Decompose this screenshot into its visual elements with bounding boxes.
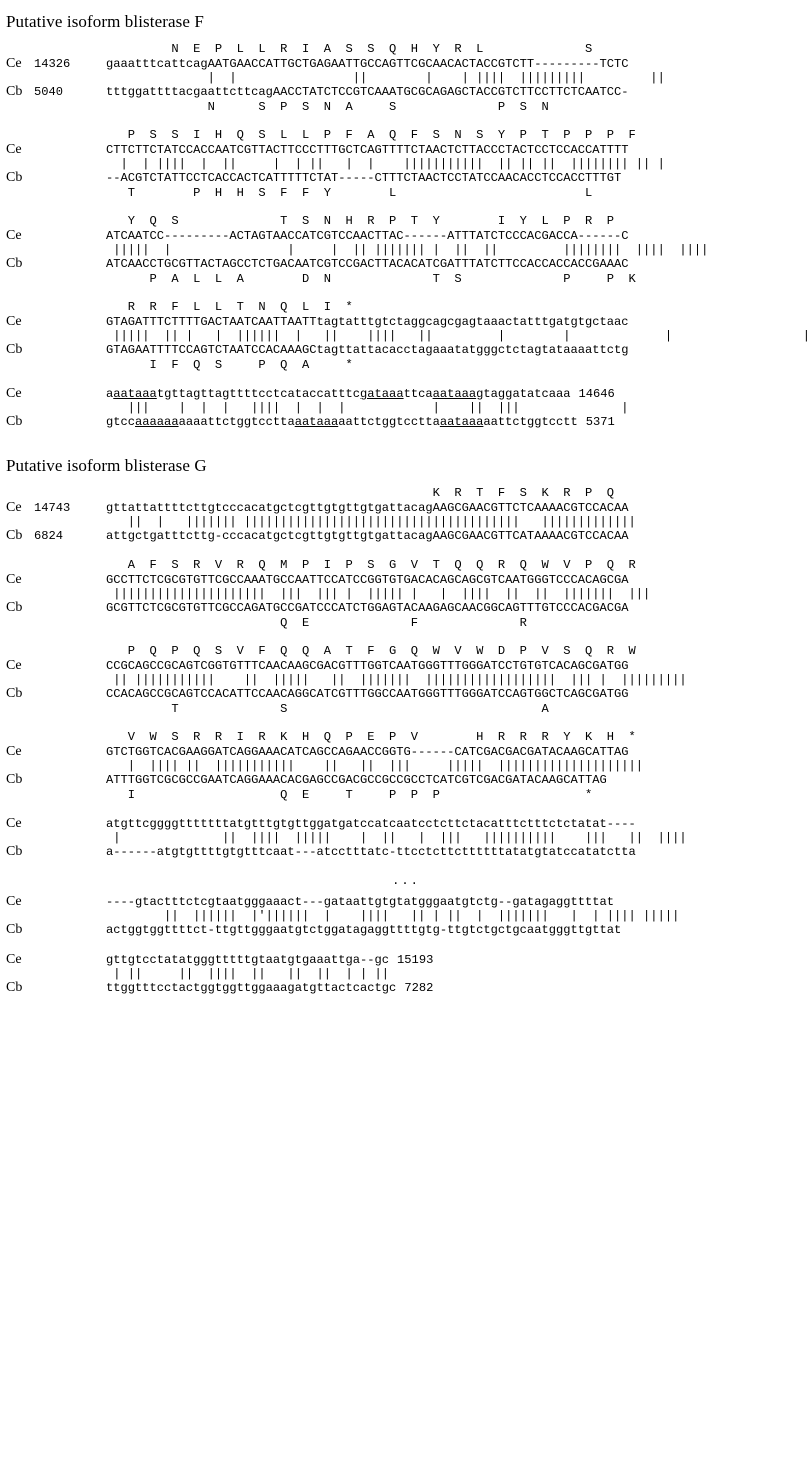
match-bars: ||| | | | |||| | | | | || ||| |: [106, 401, 629, 415]
species-label-cb: Cb: [6, 772, 23, 787]
species-label-ce: Ce: [6, 56, 22, 71]
seq-seg: gtcc: [106, 415, 136, 429]
sequence-row-cb: [0, 686, 812, 702]
sequence-row-cb: [0, 772, 812, 788]
nucleotide-sequence-cb: --ACGTCTATTCCTCACCACTCATTTTTCTAT-----CTTTCTAACTCCTATCCAACACCTCCACCTTTGT: [106, 171, 622, 185]
nucleotide-sequence-ce: gttgtcctatatgggtttttgtaatgtgaaattga--gc: [106, 953, 390, 967]
species-label-ce: Ce: [6, 500, 22, 515]
species-label-ce: Ce: [6, 314, 22, 329]
sequence-row-ce: [0, 500, 812, 516]
polya-signal: aataaa: [294, 415, 339, 429]
alignment-block-g-tail1: [0, 816, 812, 860]
alignment-block-g2: [0, 558, 812, 630]
match-bars: | |||| || ||||||||||| || || ||| ||||| ||||||||||||||||||||: [106, 759, 644, 773]
species-label-cb: Cb: [6, 342, 23, 357]
match-bars: | | || | | |||| ||||||||| ||: [106, 71, 665, 85]
nucleotide-sequence-ce: gaaatttcattcagAATGAACCATTGCTGAGAATTGCCAGTTCGCAACACTACCGTCTT---------TCTC: [106, 57, 629, 71]
aa-sequence-bottom: Q E F R: [106, 616, 527, 630]
species-label-cb: Cb: [6, 922, 23, 937]
species-label-cb: Cb: [6, 980, 23, 995]
sequence-row-cb: [0, 922, 812, 938]
sequence-row-ce: [0, 314, 812, 330]
coord-start-cb: 5040: [34, 85, 64, 99]
aa-sequence-bottom: I Q E T P P P *: [106, 788, 593, 802]
sequence-gap-ellipsis: ...: [392, 874, 420, 888]
seq-seg: aaaattctggtcctta: [178, 415, 295, 429]
coord-start-cb: 6824: [34, 529, 64, 543]
polya-signal: aataaa: [439, 415, 484, 429]
coord-end-ce: 14646: [578, 387, 615, 401]
alignment-block-g4: [0, 730, 812, 802]
aa-sequence-top: R R F L L T N Q L I *: [106, 300, 353, 314]
nucleotide-sequence-ce: GCCTTCTCGCGTGTTCGCCAAATGCCAATTCCATCCGGTGTGACACAGCAGCGTCAATGGGTCCCACAGCGA: [106, 573, 629, 587]
match-bars: || ||||||||||| || ||||| || ||||||| |||||||||||||||||| ||| | |||||||||: [106, 673, 687, 687]
sequence-row-cb: [0, 980, 812, 996]
polya-signal: aataaa: [432, 387, 477, 401]
alignment-block-f-tail: [0, 386, 812, 430]
coord-end-ce: 15193: [397, 953, 434, 967]
alignment-block-f4: [0, 300, 812, 372]
seq-seg: a: [106, 387, 114, 401]
alignment-block-g1: [0, 486, 812, 544]
seq-seg: aattctggtcctt: [483, 415, 578, 429]
coord-end-cb: 7282: [404, 981, 434, 995]
species-label-cb: Cb: [6, 528, 23, 543]
alignment-block-f3: [0, 214, 812, 286]
aa-sequence-bottom: T S A: [106, 702, 549, 716]
match-bars: || | ||||||| |||||||||||||||||||||||||||||||||||||| |||||||||||||: [106, 515, 636, 529]
nucleotide-sequence-cb: attgctgatttcttg-cccacatgctcgttgtgttgtgattacagAAGCGAACGTTCATAAAACGTCCACAA: [106, 529, 629, 543]
aa-sequence-top: V W S R R I R K H Q P E P V H R R R Y K H *: [106, 730, 636, 744]
sequence-row-ce: [0, 952, 812, 968]
polya-signal: aataaa: [113, 387, 157, 401]
nucleotide-sequence-ce: atgttcggggtttttttatgtttgtgttggatgatccatcaatcctcttctacatttctttctctatat----: [106, 817, 636, 831]
sequence-row-cb: [0, 844, 812, 860]
nucleotide-sequence-ce: gttattattttcttgtcccacatgctcgttgtgttgtgattacagAAGCGAACGTTCTCAAAACGTCCACAA: [106, 501, 629, 515]
species-label-ce: Ce: [6, 572, 22, 587]
match-bars: ||||| | | | || ||||||| | || || |||||||| |||| ||||: [106, 243, 709, 257]
species-label-ce: Ce: [6, 744, 22, 759]
sequence-row-ce: [0, 386, 812, 402]
nucleotide-sequence-ce: CCGCAGCCGCAGTCGGTGTTTCAACAAGCGACGTTTGGTCAATGGGTTTGGGATCCTGTGTCACAGCGATGG: [106, 659, 629, 673]
polya-signal: gataaa: [360, 387, 404, 401]
sequence-row-ce: [0, 572, 812, 588]
species-label-cb: Cb: [6, 84, 23, 99]
match-bars: || |||||| |'|||||| | |||| || | || | ||||||| | | |||| |||||: [106, 909, 680, 923]
section-title-g: Putative isoform blisterase G: [6, 456, 207, 475]
sequence-row-cb: [0, 600, 812, 616]
aa-sequence-bottom: N S P S N A S P S N: [106, 100, 549, 114]
aa-sequence-top: N E P L L R I A S S Q H Y R L S: [106, 42, 593, 56]
species-label-cb: Cb: [6, 256, 23, 271]
nucleotide-sequence-ce: CTTCTTCTATCCACCAATCGTTACTTCCCTTTGCTCAGTTTTCTAACTCTTACCCTACTCCTCCACCATTTT: [106, 143, 629, 157]
nucleotide-sequence-ce: ----gtactttctcgtaatgggaaact---gataattgtgtatgggaatgtctg--gatagaggttttat: [106, 895, 615, 909]
nucleotide-sequence-cb: a------atgtgttttgtgtttcaat---atcctttatc-ttcctcttcttttttatatgtatccatatctta: [106, 845, 636, 859]
nucleotide-sequence-ce: GTAGATTTCTTTTGACTAATCAATTAATTtagtatttgtctaggcagcgagtaaactatttgatgtgctaac: [106, 315, 629, 329]
nucleotide-sequence-cb: actggtggttttct-ttgttgggaatgtctggatagaggttttgtg-ttgtctgctgcaatgggttgttat: [106, 923, 622, 937]
alignment-block-f2: [0, 128, 812, 200]
aa-sequence-bottom: P A L L A D N T S P P K: [106, 272, 636, 286]
species-label-cb: Cb: [6, 170, 23, 185]
alignment-block-g-final: [0, 952, 812, 996]
sequence-row-ce: [0, 894, 812, 910]
match-bars: ||||||||||||||||||||| ||| ||| | ||||| | | |||| || || ||||||| |||: [106, 587, 651, 601]
match-bars: | || || |||| || || || | | ||: [106, 967, 390, 981]
aa-sequence-top: P S S I H Q S L L P F A Q F S N S Y P T P P P F: [106, 128, 636, 142]
seq-seg: ttca: [403, 387, 433, 401]
match-bars: | || |||| ||||| | || | ||| |||||||||| ||| || ||||: [106, 831, 687, 845]
sequence-row-ce: [0, 228, 812, 244]
alignment-block-f1: [0, 42, 812, 114]
aa-sequence-bottom: I F Q S P Q A *: [106, 358, 353, 372]
species-label-ce: Ce: [6, 142, 22, 157]
seq-seg: aattctggtcctta: [338, 415, 440, 429]
nucleotide-sequence-cb: GTAGAATTTTCCAGTCTAATCCACAAAGCtagttattacacctagaaatatgggctctagtataaaattctg: [106, 343, 629, 357]
species-label-ce: Ce: [6, 228, 22, 243]
sequence-row-ce: [0, 744, 812, 760]
sequence-row-ce: [0, 142, 812, 158]
sequence-row-cb: [0, 528, 812, 544]
sequence-row-cb: [0, 84, 812, 100]
aa-sequence-top: P Q P Q S V F Q Q A T F G Q W V W D P V S Q R W: [106, 644, 636, 658]
match-bars: ||||| || | | |||||| | || |||| || | | | |: [106, 329, 810, 343]
species-label-ce: Ce: [6, 386, 22, 401]
aa-sequence-bottom: T P H H S F F Y L L: [106, 186, 593, 200]
species-label-cb: Cb: [6, 844, 23, 859]
nucleotide-sequence-cb: CCACAGCCGCAGTCCACATTCCAACAGGCATCGTTTGGCCAATGGGTTTGGGATCCAGTGGCTCAGCGATGG: [106, 687, 629, 701]
species-label-ce: Ce: [6, 816, 22, 831]
species-label-cb: Cb: [6, 600, 23, 615]
sequence-row-ce: [0, 658, 812, 674]
aa-sequence-top: A F S R V R Q M P I P S G V T Q Q R Q W V P Q R: [106, 558, 636, 572]
nucleotide-sequence-cb: GCGTTCTCGCGTGTTCGCCAGATGCCGATCCCATCTGGAGTACAAGAGCAACGGCAGTTTGTCCCACGACGA: [106, 601, 629, 615]
aa-sequence-top: K R T F S K R P Q: [106, 486, 615, 500]
nucleotide-sequence-ce: [106, 388, 571, 402]
coord-start-ce: 14743: [34, 501, 71, 515]
sequence-row-cb: [0, 170, 812, 186]
coord-end-cb: 5371: [585, 415, 615, 429]
species-label-cb: Cb: [6, 686, 23, 701]
seq-seg: gtaggatatcaaa: [476, 387, 571, 401]
nucleotide-sequence-cb: tttggattttacgaattcttcagAACCTATCTCCGTCAAATGCGCAGAGCTACCGTCTTCCTTCTCAATCC-: [106, 85, 629, 99]
alignment-block-g3: [0, 644, 812, 716]
species-label-ce: Ce: [6, 658, 22, 673]
nucleotide-sequence-ce: ATCAATCC---------ACTAGTAACCATCGTCCAACTTAC------ATTTATCTCCCACGACCA------C: [106, 229, 629, 243]
nucleotide-sequence-cb: ttggtttcctactggtggttggaaagatgttactcactgc: [106, 981, 397, 995]
nucleotide-sequence-cb: ATTTGGTCGCGCCGAATCAGGAAACACGAGCCGACGCCGCCGCCTCATCGTCGACGATACAAGCATTAG: [106, 773, 607, 787]
aa-sequence-top: Y Q S T S N H R P T Y I Y L P R P: [106, 214, 615, 228]
sequence-row-cb: [0, 414, 812, 430]
section-title-f: Putative isoform blisterase F: [6, 12, 204, 31]
species-label-ce: Ce: [6, 952, 22, 967]
sequence-row-cb: [0, 342, 812, 358]
sequence-row-ce: [0, 56, 812, 72]
coord-start-ce: 14326: [34, 57, 71, 71]
sequence-row-ce: [0, 816, 812, 832]
nucleotide-sequence-cb: [106, 416, 578, 430]
nucleotide-sequence-cb: ATCAACCTGCGTTACTAGCCTCTGACAATCGTCCGACTTACACATCGATTTATCTTCCACCACCACCGAAAC: [106, 257, 629, 271]
seq-seg: tgttagttagttttcctcataccatttc: [156, 387, 361, 401]
alignment-block-g-tail2: [0, 894, 812, 938]
species-label-ce: Ce: [6, 894, 22, 909]
nucleotide-sequence-ce: GTCTGGTCACGAAGGATCAGGAAACATCAGCCAGAACCGGTG------CATCGACGACGATACAAGCATTAG: [106, 745, 629, 759]
match-bars: | | |||| | || | | || | | ||||||||||| || || || |||||||| || |: [106, 157, 665, 171]
polya-signal: aaaaaa: [135, 415, 179, 429]
sequence-row-cb: [0, 256, 812, 272]
species-label-cb: Cb: [6, 414, 23, 429]
